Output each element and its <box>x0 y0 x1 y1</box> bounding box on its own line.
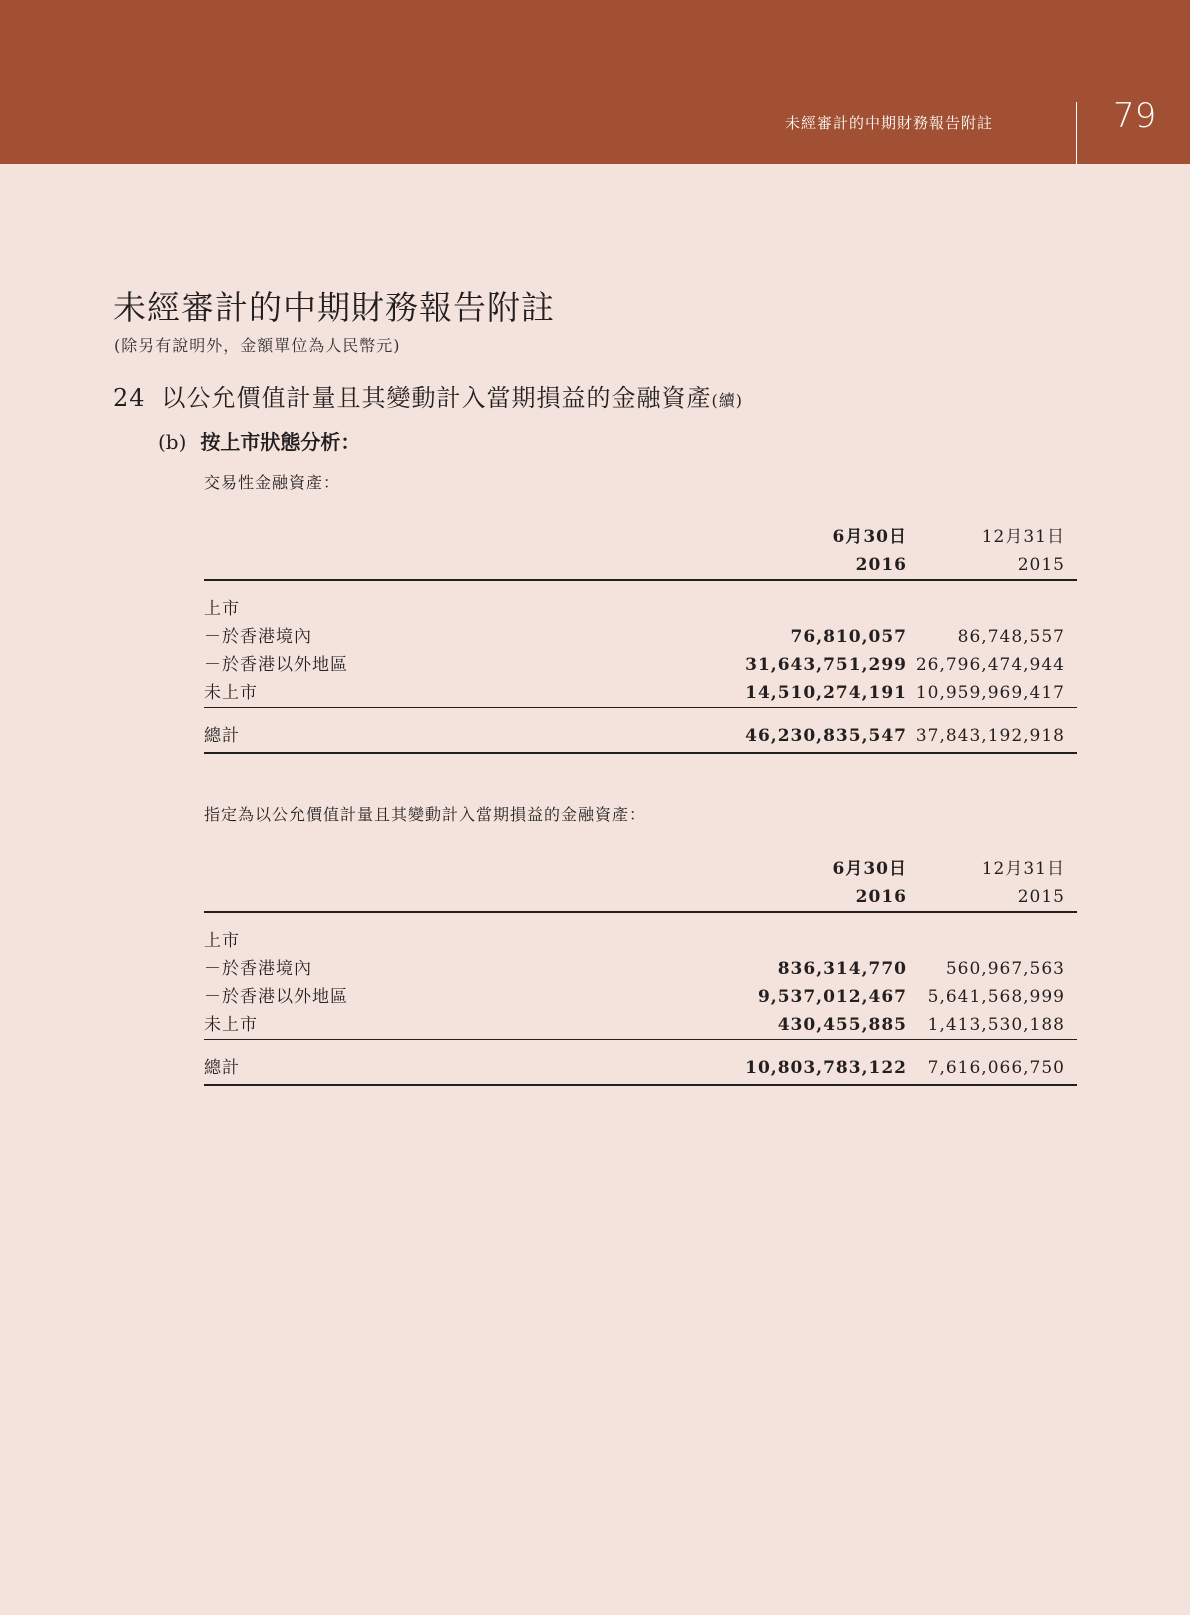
subsection-title: 按上市狀態分析： <box>200 430 361 454</box>
row-label: 未上市 <box>204 1015 258 1035</box>
row-value-2016: 14,510,274,191 <box>745 683 907 703</box>
total-label: 總計 <box>204 1058 240 1078</box>
total-value-2016: 46,230,835,547 <box>745 726 907 746</box>
section-title: 以公允價值計量且其變動計入當期損益的金融資產 <box>161 384 712 412</box>
row-value-2016: 31,643,751,299 <box>745 655 907 675</box>
row-value-2016: 76,810,057 <box>790 627 907 647</box>
table2-col1-year: 2016 <box>855 887 907 907</box>
table1-caption: 交易性金融資產： <box>204 473 341 492</box>
table-row <box>204 983 1077 1011</box>
table-row <box>204 955 1077 983</box>
row-value-2015: 5,641,568,999 <box>927 987 1065 1007</box>
table1-col1-date: 6月30日 <box>832 527 907 547</box>
page-subtitle: (除另有說明外，金額單位為人民幣元) <box>114 336 401 355</box>
table1 <box>204 523 1077 754</box>
page-title: 未經審計的中期財務報告附註 <box>113 288 555 327</box>
total-value-2015: 37,843,192,918 <box>915 726 1065 746</box>
table1-col2-year: 2015 <box>1017 555 1065 575</box>
row-value-2016: 836,314,770 <box>777 959 907 979</box>
table2-col2-header <box>982 855 1065 911</box>
table2-total-row <box>204 1054 1077 1084</box>
table2-col2-date: 12月31日 <box>981 859 1065 879</box>
table1-col1-header <box>833 523 908 579</box>
table-row <box>204 651 1077 679</box>
running-title: 未經審計的中期財務報告附註 <box>784 114 993 132</box>
subsection-marker: (b) <box>158 430 187 454</box>
table-row <box>204 1011 1077 1039</box>
section-continued: (續) <box>711 391 744 410</box>
section-number: 24 <box>113 384 146 412</box>
row-label: 上市 <box>204 931 240 951</box>
row-value-2015: 26,796,474,944 <box>915 655 1065 675</box>
table1-col2-header <box>982 523 1065 579</box>
table1-col1-year: 2016 <box>855 555 907 575</box>
table1-total-rule <box>204 752 1077 754</box>
table2-col1-date: 6月30日 <box>832 859 907 879</box>
table-row <box>204 927 1077 955</box>
table1-total-row <box>204 722 1077 752</box>
table2-col1-header <box>833 855 908 911</box>
table2-caption: 指定為以公允價值計量且其變動計入當期損益的金融資產： <box>204 805 647 824</box>
row-label: －於香港以外地區 <box>204 987 348 1007</box>
header-band <box>0 0 1190 164</box>
row-value-2015: 560,967,563 <box>945 959 1065 979</box>
table-row <box>204 595 1077 623</box>
row-label: －於香港以外地區 <box>204 655 348 675</box>
row-value-2015: 10,959,969,417 <box>915 683 1065 703</box>
row-label: 未上市 <box>204 683 258 703</box>
row-value-2015: 1,413,530,188 <box>927 1015 1065 1035</box>
total-value-2016: 10,803,783,122 <box>745 1058 907 1078</box>
table2 <box>204 855 1077 1086</box>
table-row <box>204 679 1077 707</box>
table2-total-rule <box>204 1084 1077 1086</box>
total-value-2015: 7,616,066,750 <box>927 1058 1065 1078</box>
section-heading <box>113 378 743 413</box>
row-value-2015: 86,748,557 <box>957 627 1065 647</box>
subsection-heading <box>158 426 360 455</box>
table2-col2-year: 2015 <box>1017 887 1065 907</box>
table1-col2-date: 12月31日 <box>981 527 1065 547</box>
total-label: 總計 <box>204 726 240 746</box>
page-number: 79 <box>1113 96 1157 136</box>
row-value-2016: 430,455,885 <box>777 1015 907 1035</box>
table1-header <box>204 523 1077 579</box>
row-label: －於香港境內 <box>204 627 312 647</box>
header-divider <box>1076 102 1077 164</box>
table2-header <box>204 855 1077 911</box>
table-row <box>204 623 1077 651</box>
row-value-2016: 9,537,012,467 <box>757 987 907 1007</box>
row-label: 上市 <box>204 599 240 619</box>
row-label: －於香港境內 <box>204 959 312 979</box>
